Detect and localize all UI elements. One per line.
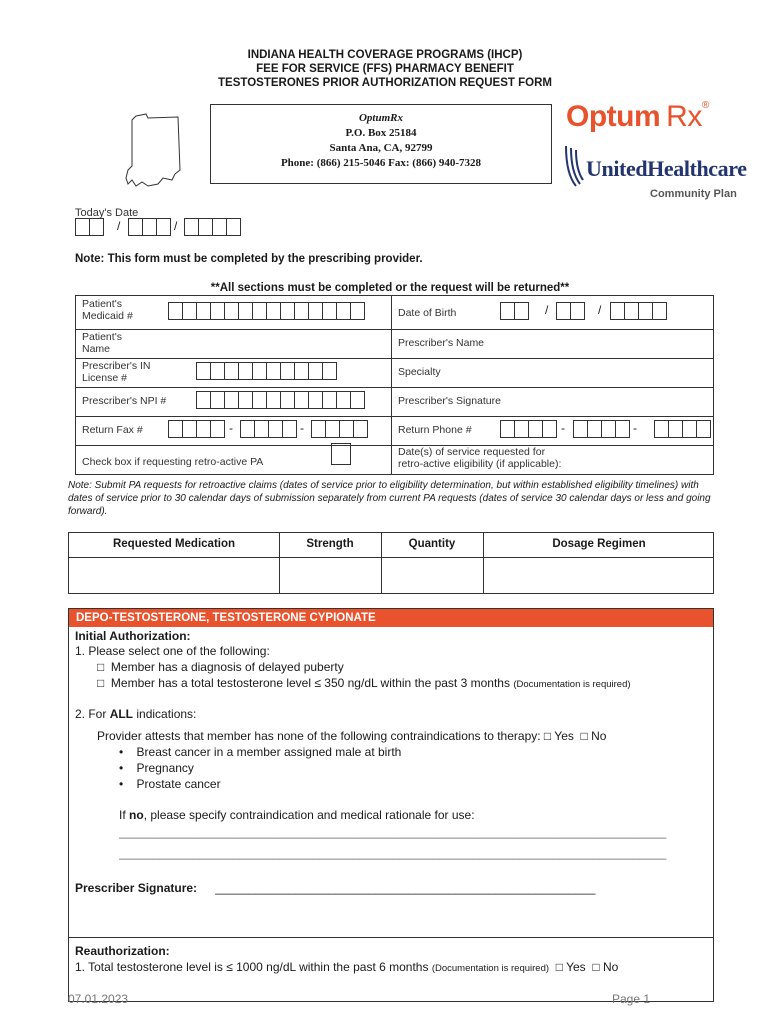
rx-logo-text: Rx bbox=[666, 100, 702, 133]
contact-box bbox=[210, 104, 552, 184]
specialty-label: Specialty bbox=[398, 366, 441, 378]
med-header-strength: Strength bbox=[306, 538, 354, 550]
dob-label: Date of Birth bbox=[398, 307, 457, 319]
license-label: Prescriber's IN License # bbox=[82, 360, 151, 384]
pa-section bbox=[68, 608, 714, 1002]
retro-checkbox[interactable] bbox=[331, 443, 351, 465]
rationale-line-2[interactable]: __________________________________________________________________________________ bbox=[119, 846, 667, 860]
prescriber-name-label: Prescriber's Name bbox=[398, 337, 485, 349]
date-year-input[interactable] bbox=[184, 218, 241, 236]
medicaid-label: Patient's Medicaid # bbox=[82, 298, 133, 322]
retro-label: Check box if requesting retro-active PA bbox=[82, 456, 264, 468]
medication-table bbox=[68, 532, 714, 594]
retro-dates-label: Date(s) of service requested for retro-active eligibility (if applicable): bbox=[398, 446, 562, 470]
initial-auth-heading: Initial Authorization: bbox=[75, 629, 191, 643]
contra-list-item: • Breast cancer in a member assigned male at birth bbox=[119, 745, 402, 759]
optum-rx-logo: Optum Rx® bbox=[566, 100, 710, 133]
date-day-input[interactable] bbox=[128, 218, 171, 236]
med-header-dosage: Dosage Regimen bbox=[552, 538, 646, 550]
npi-label: Prescriber's NPI # bbox=[82, 395, 167, 407]
contact-po-box: P.O. Box 25184 bbox=[345, 127, 417, 139]
fax-line-input[interactable] bbox=[311, 420, 368, 438]
q1-option-delayed-puberty[interactable]: □ Member has a diagnosis of delayed puberty bbox=[97, 660, 344, 674]
q1-text: 1. Please select one of the following: bbox=[75, 644, 270, 658]
if-no-text: If no, please specify contraindication and medical rationale for use: bbox=[119, 808, 475, 822]
date-month-input[interactable] bbox=[75, 218, 104, 236]
patient-prescriber-table bbox=[75, 295, 714, 475]
attest-yes-checkbox[interactable]: □ bbox=[543, 729, 552, 743]
patient-name-label: Patient's Name bbox=[82, 331, 122, 355]
footer-page: Page 1 bbox=[612, 992, 651, 1006]
med-header-medication: Requested Medication bbox=[112, 538, 236, 550]
med-header-quantity: Quantity bbox=[408, 538, 456, 550]
phone-prefix-input[interactable] bbox=[573, 420, 630, 438]
signature-label: Prescriber's Signature bbox=[398, 395, 501, 407]
reauth-q1: 1. Total testosterone level is ≤ 1000 ng/dL within the past 6 months (Documentation is required) □ Yes □ No bbox=[75, 960, 619, 974]
npi-input[interactable] bbox=[196, 391, 365, 409]
reauth-heading: Reauthorization: bbox=[75, 944, 170, 958]
form-title-line1: INDIANA HEALTH COVERAGE PROGRAMS (IHCP) bbox=[247, 49, 523, 61]
note-provider: Note: This form must be completed by the prescribing provider. bbox=[75, 253, 423, 265]
license-input[interactable] bbox=[196, 362, 337, 380]
dob-month-input[interactable] bbox=[500, 302, 529, 320]
footer-date: 07.01.2023 bbox=[68, 992, 129, 1006]
uhc-shield-icon bbox=[562, 144, 584, 188]
contact-phone-fax: Phone: (866) 215-5046 Fax: (866) 940-7328 bbox=[280, 157, 482, 169]
phone-area-input[interactable] bbox=[500, 420, 557, 438]
prescriber-signature-label: Prescriber Signature: bbox=[75, 881, 198, 895]
indiana-map-icon bbox=[118, 110, 190, 192]
uhc-logo: UnitedHealthcare bbox=[586, 156, 747, 181]
reauth-yes-checkbox[interactable]: □ bbox=[555, 960, 563, 974]
fax-prefix-input[interactable] bbox=[240, 420, 297, 438]
dob-day-input[interactable] bbox=[556, 302, 585, 320]
attest-text: Provider attests that member has none of the following contraindications to therapy: □ Yes □ No bbox=[97, 729, 607, 743]
rationale-line-1[interactable]: __________________________________________________________________________________ bbox=[119, 825, 667, 839]
pa-section-title: DEPO-TESTOSTERONE, TESTOSTERONE CYPIONATE bbox=[69, 609, 713, 627]
medicaid-input[interactable] bbox=[168, 302, 365, 320]
optum-logo-text: Optum bbox=[566, 100, 661, 133]
return-phone-label: Return Phone # bbox=[398, 424, 472, 436]
form-title-line2: FEE FOR SERVICE (FFS) PHARMACY BENEFIT bbox=[256, 63, 514, 75]
q2-text: 2. For ALL indications: bbox=[75, 707, 197, 721]
checkbox-icon[interactable]: □ bbox=[97, 660, 105, 674]
all-sections-note: **All sections must be completed or the request will be returned** bbox=[210, 282, 570, 294]
q1-option-low-testosterone[interactable]: □ Member has a total testosterone level ≤ 350 ng/dL within the past 3 months (Documentation is required) bbox=[97, 676, 631, 690]
uhc-community-plan: Community Plan bbox=[650, 188, 737, 200]
checkbox-icon[interactable]: □ bbox=[97, 676, 105, 690]
retro-note: Note: Submit PA requests for retroactive claims (dates of service prior to eligibility determination, but within established eligibility timelines) with dates of service prior to 30 calendar days of submission separately from current PA requests (dates of service 30 calendar days or less and going forward). bbox=[68, 480, 711, 517]
contra-list-item: • Prostate cancer bbox=[119, 777, 221, 791]
prescriber-signature-line[interactable]: _________________________________________________________ bbox=[215, 881, 596, 895]
return-fax-label: Return Fax # bbox=[82, 424, 143, 436]
contact-city: Santa Ana, CA, 92799 bbox=[329, 142, 433, 154]
contra-list-item: • Pregnancy bbox=[119, 761, 194, 775]
form-title-line3: TESTOSTERONES PRIOR AUTHORIZATION REQUEST FORM bbox=[218, 77, 552, 89]
todays-date-label: Today's Date bbox=[75, 207, 139, 219]
contact-name: OptumRx bbox=[358, 112, 403, 124]
attest-no-checkbox[interactable]: □ bbox=[580, 729, 588, 743]
fax-area-input[interactable] bbox=[168, 420, 225, 438]
phone-line-input[interactable] bbox=[654, 420, 711, 438]
reauth-no-checkbox[interactable]: □ bbox=[592, 960, 600, 974]
dob-year-input[interactable] bbox=[610, 302, 667, 320]
